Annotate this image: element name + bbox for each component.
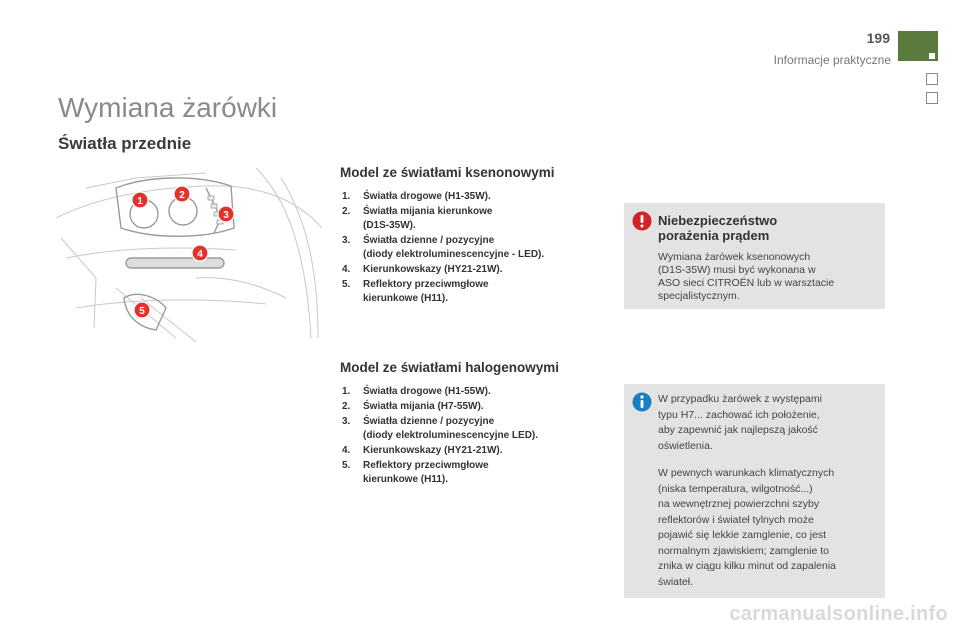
item-text: Światła mijania kierunkowe (D1S-35W). xyxy=(363,206,493,231)
item-text: Światła drogowe (H1-55W). xyxy=(363,386,491,397)
list-item xyxy=(342,205,612,233)
item-number: 3. xyxy=(342,416,351,427)
section-tab[interactable] xyxy=(926,73,938,85)
danger-title: Niebezpieczeństwo porażenia prądem xyxy=(658,213,778,243)
page-number: 199 xyxy=(866,30,890,46)
page-title: Wymiana żarówki xyxy=(58,92,278,123)
section-subtitle: Światła przednie xyxy=(58,134,192,153)
list-item xyxy=(342,385,612,399)
list-item xyxy=(342,190,612,204)
list-item xyxy=(342,444,612,458)
xenon-bulb-list xyxy=(342,190,612,307)
item-number: 2. xyxy=(342,206,351,217)
halogen-bulb-list xyxy=(342,385,612,488)
item-text: Kierunkowskazy (HY21-21W). xyxy=(363,264,503,275)
item-number: 4. xyxy=(342,264,351,275)
list-item xyxy=(342,278,612,306)
callout-label: 2 xyxy=(179,190,185,201)
section-tab-active[interactable] xyxy=(898,31,938,61)
item-number: 4. xyxy=(342,445,351,456)
item-text: Reflektory przeciwmgłowe kierunkowe (H11). xyxy=(363,460,489,485)
callout-markers xyxy=(132,186,234,318)
item-number: 1. xyxy=(342,386,351,397)
info-paragraph-1: W przypadku żarówek z występami typu H7... zachować ich położenie, aby zapewnić jak najlepszą jakość oświetlenia. xyxy=(658,393,822,452)
section-label: Informacje praktyczne xyxy=(773,53,891,67)
item-text: Światła dzienne / pozycyjne (diody elektroluminescencyjne - LED). xyxy=(363,235,545,260)
halogen-heading: Model ze światłami halogenowymi xyxy=(340,360,560,375)
info-paragraph-2: W pewnych warunkach klimatycznych (niska temperatura, wilgotność...) na wewnętrznej powierzchni szyby reflektorów i świateł tylnych może pojawić się lekkie zamglenie, co jest normalnym zjawiskiem; zamglenie to znika w ciągu kilku minut od zapalenia świateł. xyxy=(658,467,837,588)
item-number: 2. xyxy=(342,401,351,412)
callout-label: 5 xyxy=(139,306,145,317)
item-number: 5. xyxy=(342,460,351,471)
callout-label: 1 xyxy=(137,196,143,207)
callout-label: 4 xyxy=(197,249,203,260)
list-item xyxy=(342,459,612,487)
item-text: Światła mijania (H7-55W). xyxy=(363,401,484,412)
headlamp-illustration xyxy=(56,158,322,342)
item-text: Światła drogowe (H1-35W). xyxy=(363,191,491,202)
warning-icon xyxy=(632,211,652,231)
item-text: Światła dzienne / pozycyjne (diody elektroluminescencyjne LED). xyxy=(363,416,539,441)
info-icon xyxy=(632,392,652,412)
list-item xyxy=(342,234,612,262)
list-item xyxy=(342,415,612,443)
item-number: 3. xyxy=(342,235,351,246)
section-tab[interactable] xyxy=(926,92,938,104)
list-item xyxy=(342,400,612,414)
list-item xyxy=(342,263,612,277)
item-number: 5. xyxy=(342,279,351,290)
danger-box xyxy=(624,203,885,309)
info-box xyxy=(624,384,885,598)
danger-text: Wymiana żarówek ksenonowych (D1S-35W) musi być wykonana w ASO sieci CITROËN lub w warsztacie specjalistycznym. xyxy=(658,251,835,302)
watermark: carmanualsonline.info xyxy=(729,603,948,625)
item-text: Reflektory przeciwmgłowe kierunkowe (H11). xyxy=(363,279,489,304)
item-text: Kierunkowskazy (HY21-21W). xyxy=(363,445,503,456)
callout-label: 3 xyxy=(223,210,229,221)
xenon-heading: Model ze światłami ksenonowymi xyxy=(340,165,555,180)
item-number: 1. xyxy=(342,191,351,202)
